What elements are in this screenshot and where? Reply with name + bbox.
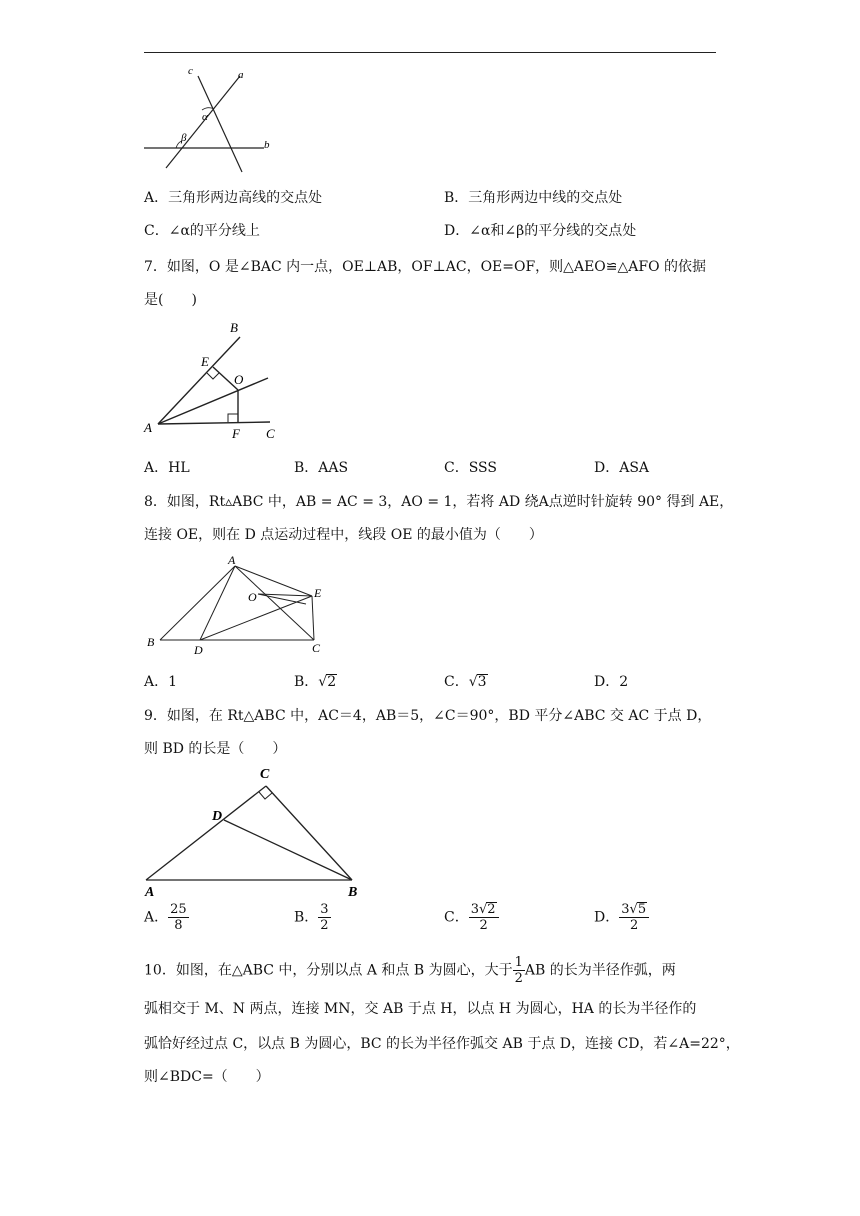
q7-question-line2: 是( ) xyxy=(144,292,197,308)
q8-label-c: C xyxy=(312,641,321,655)
q10-frac-num: 1 xyxy=(514,955,523,970)
q9-option-c-den: 2 xyxy=(479,918,488,933)
q8-option-b xyxy=(294,671,337,691)
q9-option-b-num: 3 xyxy=(320,902,329,917)
q9-option-d-fraction xyxy=(619,902,649,933)
q6-figure xyxy=(140,62,280,174)
q6-label-beta: β xyxy=(181,132,187,144)
q10-line1-part-a: 10．如图，在△ABC 中，分别以点 A 和点 B 为圆心，大于 xyxy=(144,962,513,979)
q9-option-b-fraction xyxy=(318,902,330,933)
q7-option-b: B．AAS xyxy=(294,460,349,476)
q10-question-line4: 则∠BDC=（ ） xyxy=(144,1069,270,1085)
q9-option-d-num xyxy=(619,902,649,918)
q10-line1-part-b: AB 的长为半径作弧，两 xyxy=(524,962,676,979)
q9-label-a: A xyxy=(145,885,155,898)
q8-option-d: D．2 xyxy=(594,674,629,690)
q6-option-b: B．三角形两边中线的交点处 xyxy=(444,190,623,206)
q6-label-a: a xyxy=(238,69,244,81)
q10-question-line3: 弧恰好经过点 C，以点 B 为圆心，BC 的长为半径作弧交 AB 于点 D，连接 CD，若∠A=22°， xyxy=(144,1036,740,1052)
q8-question-line2: 连接 OE，则在 D 点运动过程中，线段 OE 的最小值为（ ） xyxy=(144,527,543,543)
q8-label-a: A xyxy=(228,553,236,567)
q8-label-e: E xyxy=(314,586,322,600)
q7-label-c: C xyxy=(266,426,275,441)
q9-label-c: C xyxy=(260,767,270,782)
q9-option-c-radicand: 2 xyxy=(487,902,496,917)
q8-label-b: B xyxy=(147,635,155,649)
q8-figure xyxy=(140,552,340,660)
q7-label-o: O xyxy=(234,372,244,387)
sqrt-icon: √ xyxy=(468,674,478,690)
q10-question-line2: 弧相交于 M、N 两点，连接 MN，交 AB 于点 H，以点 H 为圆心，HA 的长为半径作的 xyxy=(144,1001,697,1017)
q9-question-line1: 9．如图，在 Rt△ABC 中，AC＝4，AB＝5，∠C＝90°，BD 平分∠ABC 交 AC 于点 D， xyxy=(144,708,712,724)
q8-label-o: O xyxy=(248,590,257,604)
q8-option-b-prefix: B． xyxy=(294,674,319,690)
q9-option-a-prefix: A． xyxy=(144,909,169,926)
q6-label-c: c xyxy=(188,65,193,77)
q9-option-a xyxy=(144,902,189,933)
sqrt-icon: √ xyxy=(318,674,328,690)
q7-question-line1: 7．如图，O 是∠BAC 内一点，OE⊥AB，OF⊥AC，OE=OF，则△AEO≌△AFO 的依据 xyxy=(144,259,707,275)
q10-frac-den: 2 xyxy=(514,971,523,986)
q9-option-c-fraction xyxy=(469,902,499,933)
q9-option-b xyxy=(294,902,331,933)
q6-label-alpha: α xyxy=(202,111,208,123)
q7-option-a: A．HL xyxy=(144,460,190,476)
q9-option-b-prefix: B． xyxy=(294,909,319,926)
q7-option-d: D．ASA xyxy=(594,460,650,476)
q9-label-d: D xyxy=(212,809,223,824)
q8-option-c-radicand: 3 xyxy=(477,674,487,690)
q8-option-c xyxy=(444,671,488,691)
q7-label-a: A xyxy=(144,420,152,435)
sqrt-icon: √ xyxy=(479,902,488,917)
q8-option-c-prefix: C． xyxy=(444,674,469,690)
q9-option-c-num xyxy=(469,902,499,918)
q6-option-d: D．∠α和∠β的平分线的交点处 xyxy=(444,223,637,239)
q7-option-c: C．SSS xyxy=(444,460,497,476)
q9-option-c-coef: 3 xyxy=(470,902,479,917)
q6-option-c: C．∠α的平分线上 xyxy=(144,223,260,239)
q8-label-d: D xyxy=(194,643,203,657)
q9-question-line2: 则 BD 的长是（ ） xyxy=(144,741,287,757)
q9-figure xyxy=(140,762,370,898)
q9-option-b-den: 2 xyxy=(320,918,329,933)
q9-option-a-num: 25 xyxy=(170,902,187,917)
q9-option-c xyxy=(444,902,499,933)
q9-option-d-coef: 3 xyxy=(621,902,630,917)
q9-option-d-den: 2 xyxy=(630,918,639,933)
q6-label-b: b xyxy=(264,139,270,151)
q9-option-a-fraction xyxy=(168,902,189,933)
q9-option-d xyxy=(594,902,649,933)
q6-option-a: A．三角形两边高线的交点处 xyxy=(144,190,323,206)
q7-figure xyxy=(140,318,290,444)
q8-question-line1: 8．如图，Rt▵ABC 中，AB = AC = 3，AO = 1，若将 AD 绕A点逆时针旋转 90° 得到 AE， xyxy=(144,494,734,510)
q9-option-d-radicand: 5 xyxy=(637,902,647,917)
header-rule xyxy=(144,52,716,53)
q9-option-c-prefix: C． xyxy=(444,909,469,926)
q9-label-b: B xyxy=(348,885,358,898)
q9-option-d-prefix: D． xyxy=(594,909,620,926)
q9-option-a-den: 8 xyxy=(174,918,183,933)
q7-label-b: B xyxy=(230,320,238,335)
q8-option-b-radicand: 2 xyxy=(327,674,337,690)
q10-half-fraction xyxy=(513,955,525,986)
q10-question-line1 xyxy=(144,955,676,986)
q8-option-a: A．1 xyxy=(144,674,178,690)
q7-label-f: F xyxy=(232,426,240,441)
q7-label-e: E xyxy=(201,354,209,369)
sqrt-icon: √ xyxy=(629,902,638,917)
